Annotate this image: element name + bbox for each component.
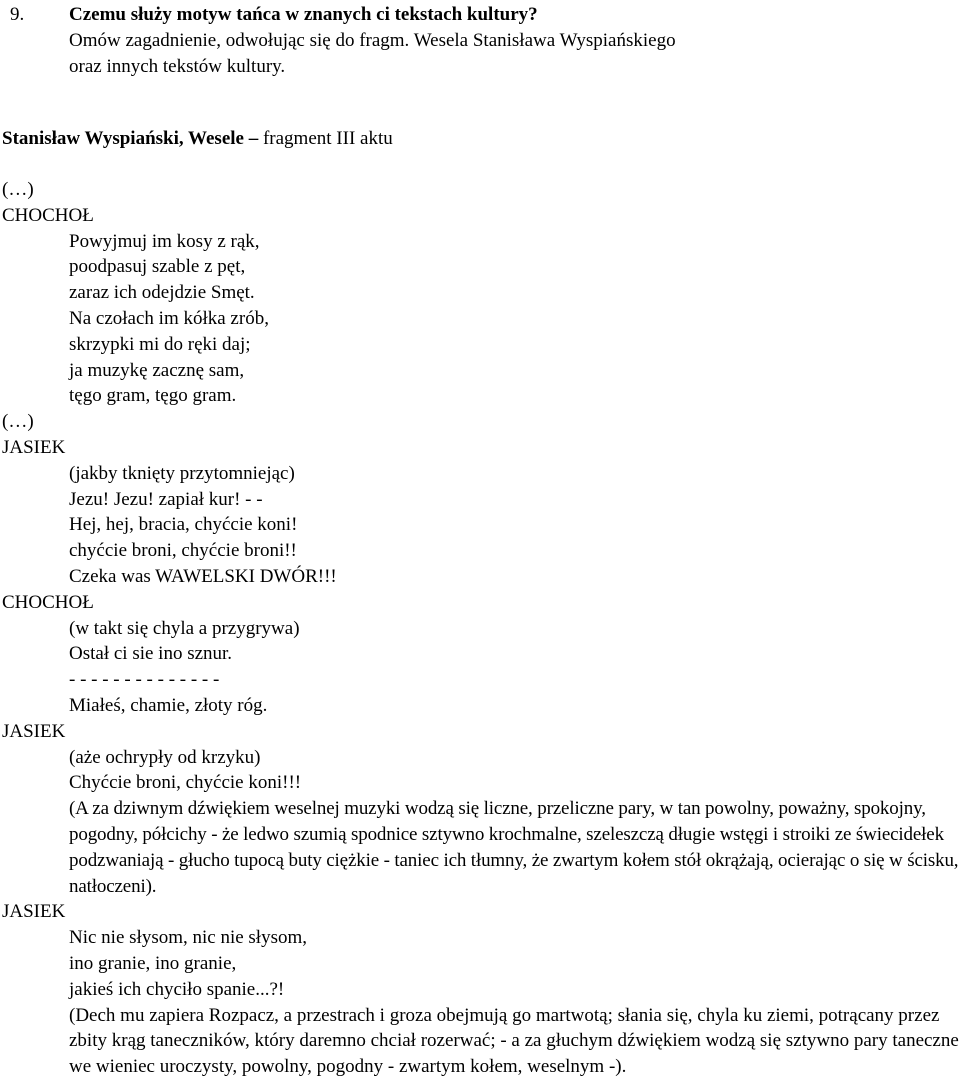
source-dash: – xyxy=(248,128,259,149)
stage-direction: (A za dziwnym dźwiękiem weselnej muzyki wodzą się liczne, przeliczne pary, w tan powolny, poważny, spokojny, pogodny, półcichy - że ledwo szumią spodnice sztywno krochmalne, szeleszczą długie wstęgi i stroiki ze świecidełek podzwaniają - głucho tupocą buty ciężkie - taniec ich tłumny, że zwartym kołem stół okrążają, ocierając o się w ścisku, natłoczeni). xyxy=(69,798,959,897)
verse-line: Miałeś, chamie, złoty róg. xyxy=(69,694,268,716)
verse-line: Hej, hej, bracia, chyćcie koni! xyxy=(69,514,298,536)
speaker-name: JASIEK xyxy=(2,901,66,923)
ellipsis-marker: (…) xyxy=(2,411,34,433)
verse-line: skrzypki mi do ręki daj; xyxy=(69,333,251,355)
verse-line: ja muzykę zacznę sam, xyxy=(69,359,245,381)
stage-direction: (Dech mu zapiera Rozpacz, a przestrach i groza obejmują go martwotą; słania się, chyla ku ziemi, potrącany przez zbity krąg taneczników, który daremno chciał rozerwać; - a za głuchym dźwiękiem wodzą się sztywno pary taneczne we wieniec uroczysty, powolny, pogodny - zwartym kołem, weselnym -). xyxy=(69,1004,959,1078)
verse-line: Na czołach im kółka zrób, xyxy=(69,307,269,329)
speaker-name: CHOCHOŁ xyxy=(2,591,94,613)
source-heading xyxy=(2,126,393,152)
speaker-name: JASIEK xyxy=(2,720,66,742)
verse-line: chyćcie broni, chyćcie broni!! xyxy=(69,540,297,562)
verse-line: Jezu! Jezu! zapiał kur! - - xyxy=(69,488,263,510)
ellipsis-marker: (…) xyxy=(2,179,34,200)
speaker-name: CHOCHOŁ xyxy=(2,204,94,226)
source-fragment: fragment III aktu xyxy=(262,128,393,149)
task-instruction-line-2: oraz innych tekstów kultury. xyxy=(69,56,286,77)
task-instruction-line-1: Omów zagadnienie, odwołując się do fragm. Wesela Stanisława Wyspiańskiego xyxy=(69,30,676,51)
verse-line: - - - - - - - - - - - - - - xyxy=(69,669,220,691)
verse-line: Ostał ci sie ino sznur. xyxy=(69,643,233,665)
task-number: 9. xyxy=(10,4,25,25)
verse-line: Czeka was WAWELSKI DWÓR!!! xyxy=(69,565,337,587)
verse-line: (aże ochrypły od krzyku) xyxy=(69,746,261,768)
task-body xyxy=(69,2,676,80)
verse-line: poodpasuj szable z pęt, xyxy=(69,256,246,278)
source-author-title: Stanisław Wyspiański, Wesele xyxy=(2,128,244,149)
task-question: Czemu służy motyw tańca w znanych ci tekstach kultury? xyxy=(69,4,538,25)
speaker-name: JASIEK xyxy=(2,436,66,458)
verse-line: (w takt się chyla a przygrywa) xyxy=(69,617,300,639)
verse-line: zaraz ich odejdzie Smęt. xyxy=(69,282,255,304)
verse-line: Chyćcie broni, chyćcie koni!!! xyxy=(69,772,302,794)
verse-line: ino granie, ino granie, xyxy=(69,952,237,974)
verse-line: tęgo gram, tęgo gram. xyxy=(69,385,237,407)
verse-line: Nic nie słysom, nic nie słysom, xyxy=(69,927,308,949)
verse-line: jakieś ich chyciło spanie...?! xyxy=(69,978,285,1000)
drama-excerpt xyxy=(2,177,960,1080)
verse-line: (jakby tknięty przytomniejąc) xyxy=(69,462,295,484)
verse-line: Powyjmuj im kosy z rąk, xyxy=(69,230,260,252)
